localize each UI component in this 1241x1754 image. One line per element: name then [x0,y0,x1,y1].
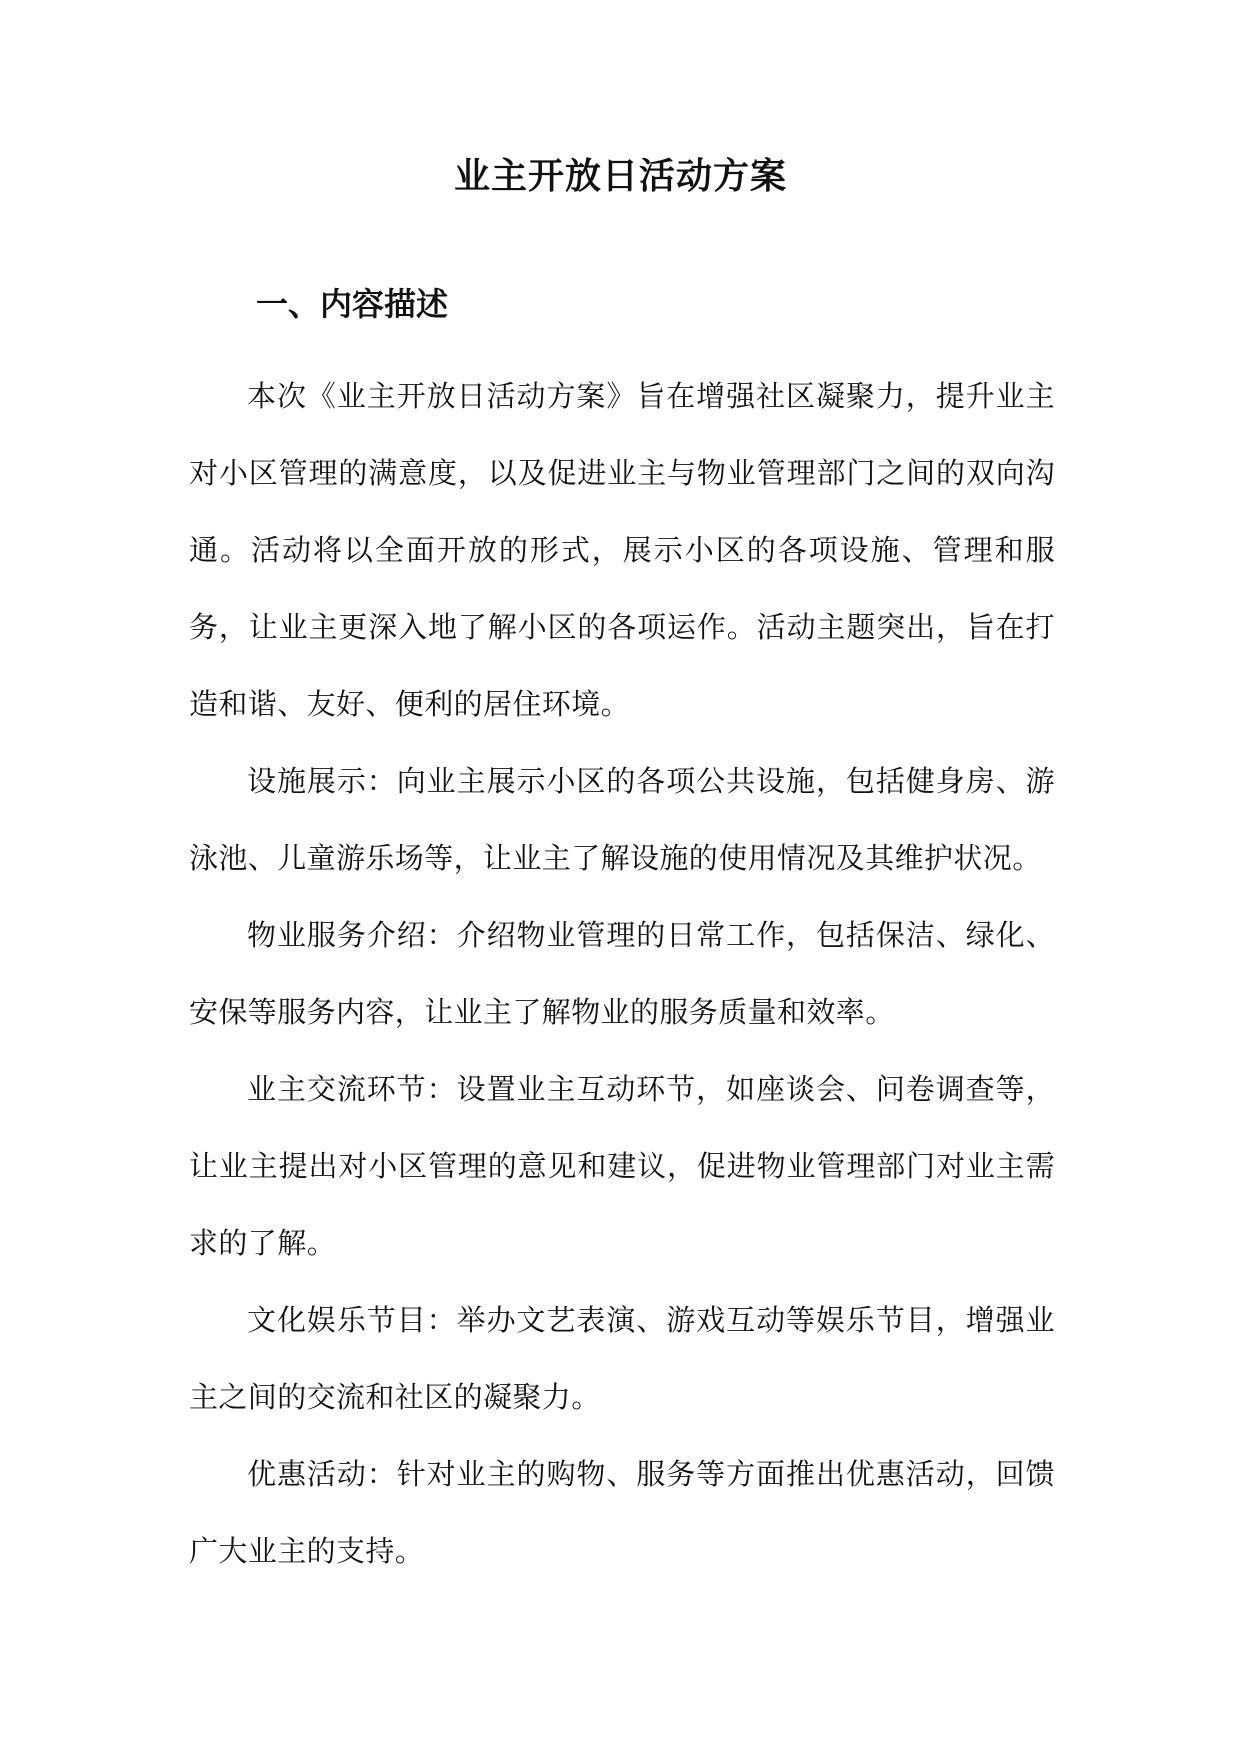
section-heading: 一、内容描述 [256,285,449,323]
paragraph-facilities: 设施展示：向业主展示小区的各项公共设施，包括健身房、游泳池、儿童游乐场等，让业主了解设施的使用情况及其维护状况。 [189,764,1055,875]
document-title: 业主开放日活动方案 [453,155,787,197]
paragraph-property-services: 物业服务介绍：介绍物业管理的日常工作，包括保洁、绿化、安保等服务内容，让业主了解物业的服务质量和效率。 [189,918,1055,1029]
paragraph-entertainment: 文化娱乐节目：举办文艺表演、游戏互动等娱乐节目，增强业主之间的交流和社区的凝聚力。 [189,1303,1055,1414]
paragraph-intro: 本次《业主开放日活动方案》旨在增强社区凝聚力，提升业主对小区管理的满意度，以及促进业主与物业管理部门之间的双向沟通。活动将以全面开放的形式，展示小区的各项设施、管理和服务，让业主更深入地了解小区的各项运作。活动主题突出，旨在打造和谐、友好、便利的居住环境。 [189,379,1055,721]
paragraph-promotions: 优惠活动：针对业主的购物、服务等方面推出优惠活动，回馈广大业主的支持。 [189,1457,1055,1568]
document-body [189,358,1055,1590]
paragraph-owner-exchange: 业主交流环节：设置业主互动环节，如座谈会、问卷调查等，让业主提出对小区管理的意见和建议，促进物业管理部门对业主需求的了解。 [189,1072,1055,1260]
